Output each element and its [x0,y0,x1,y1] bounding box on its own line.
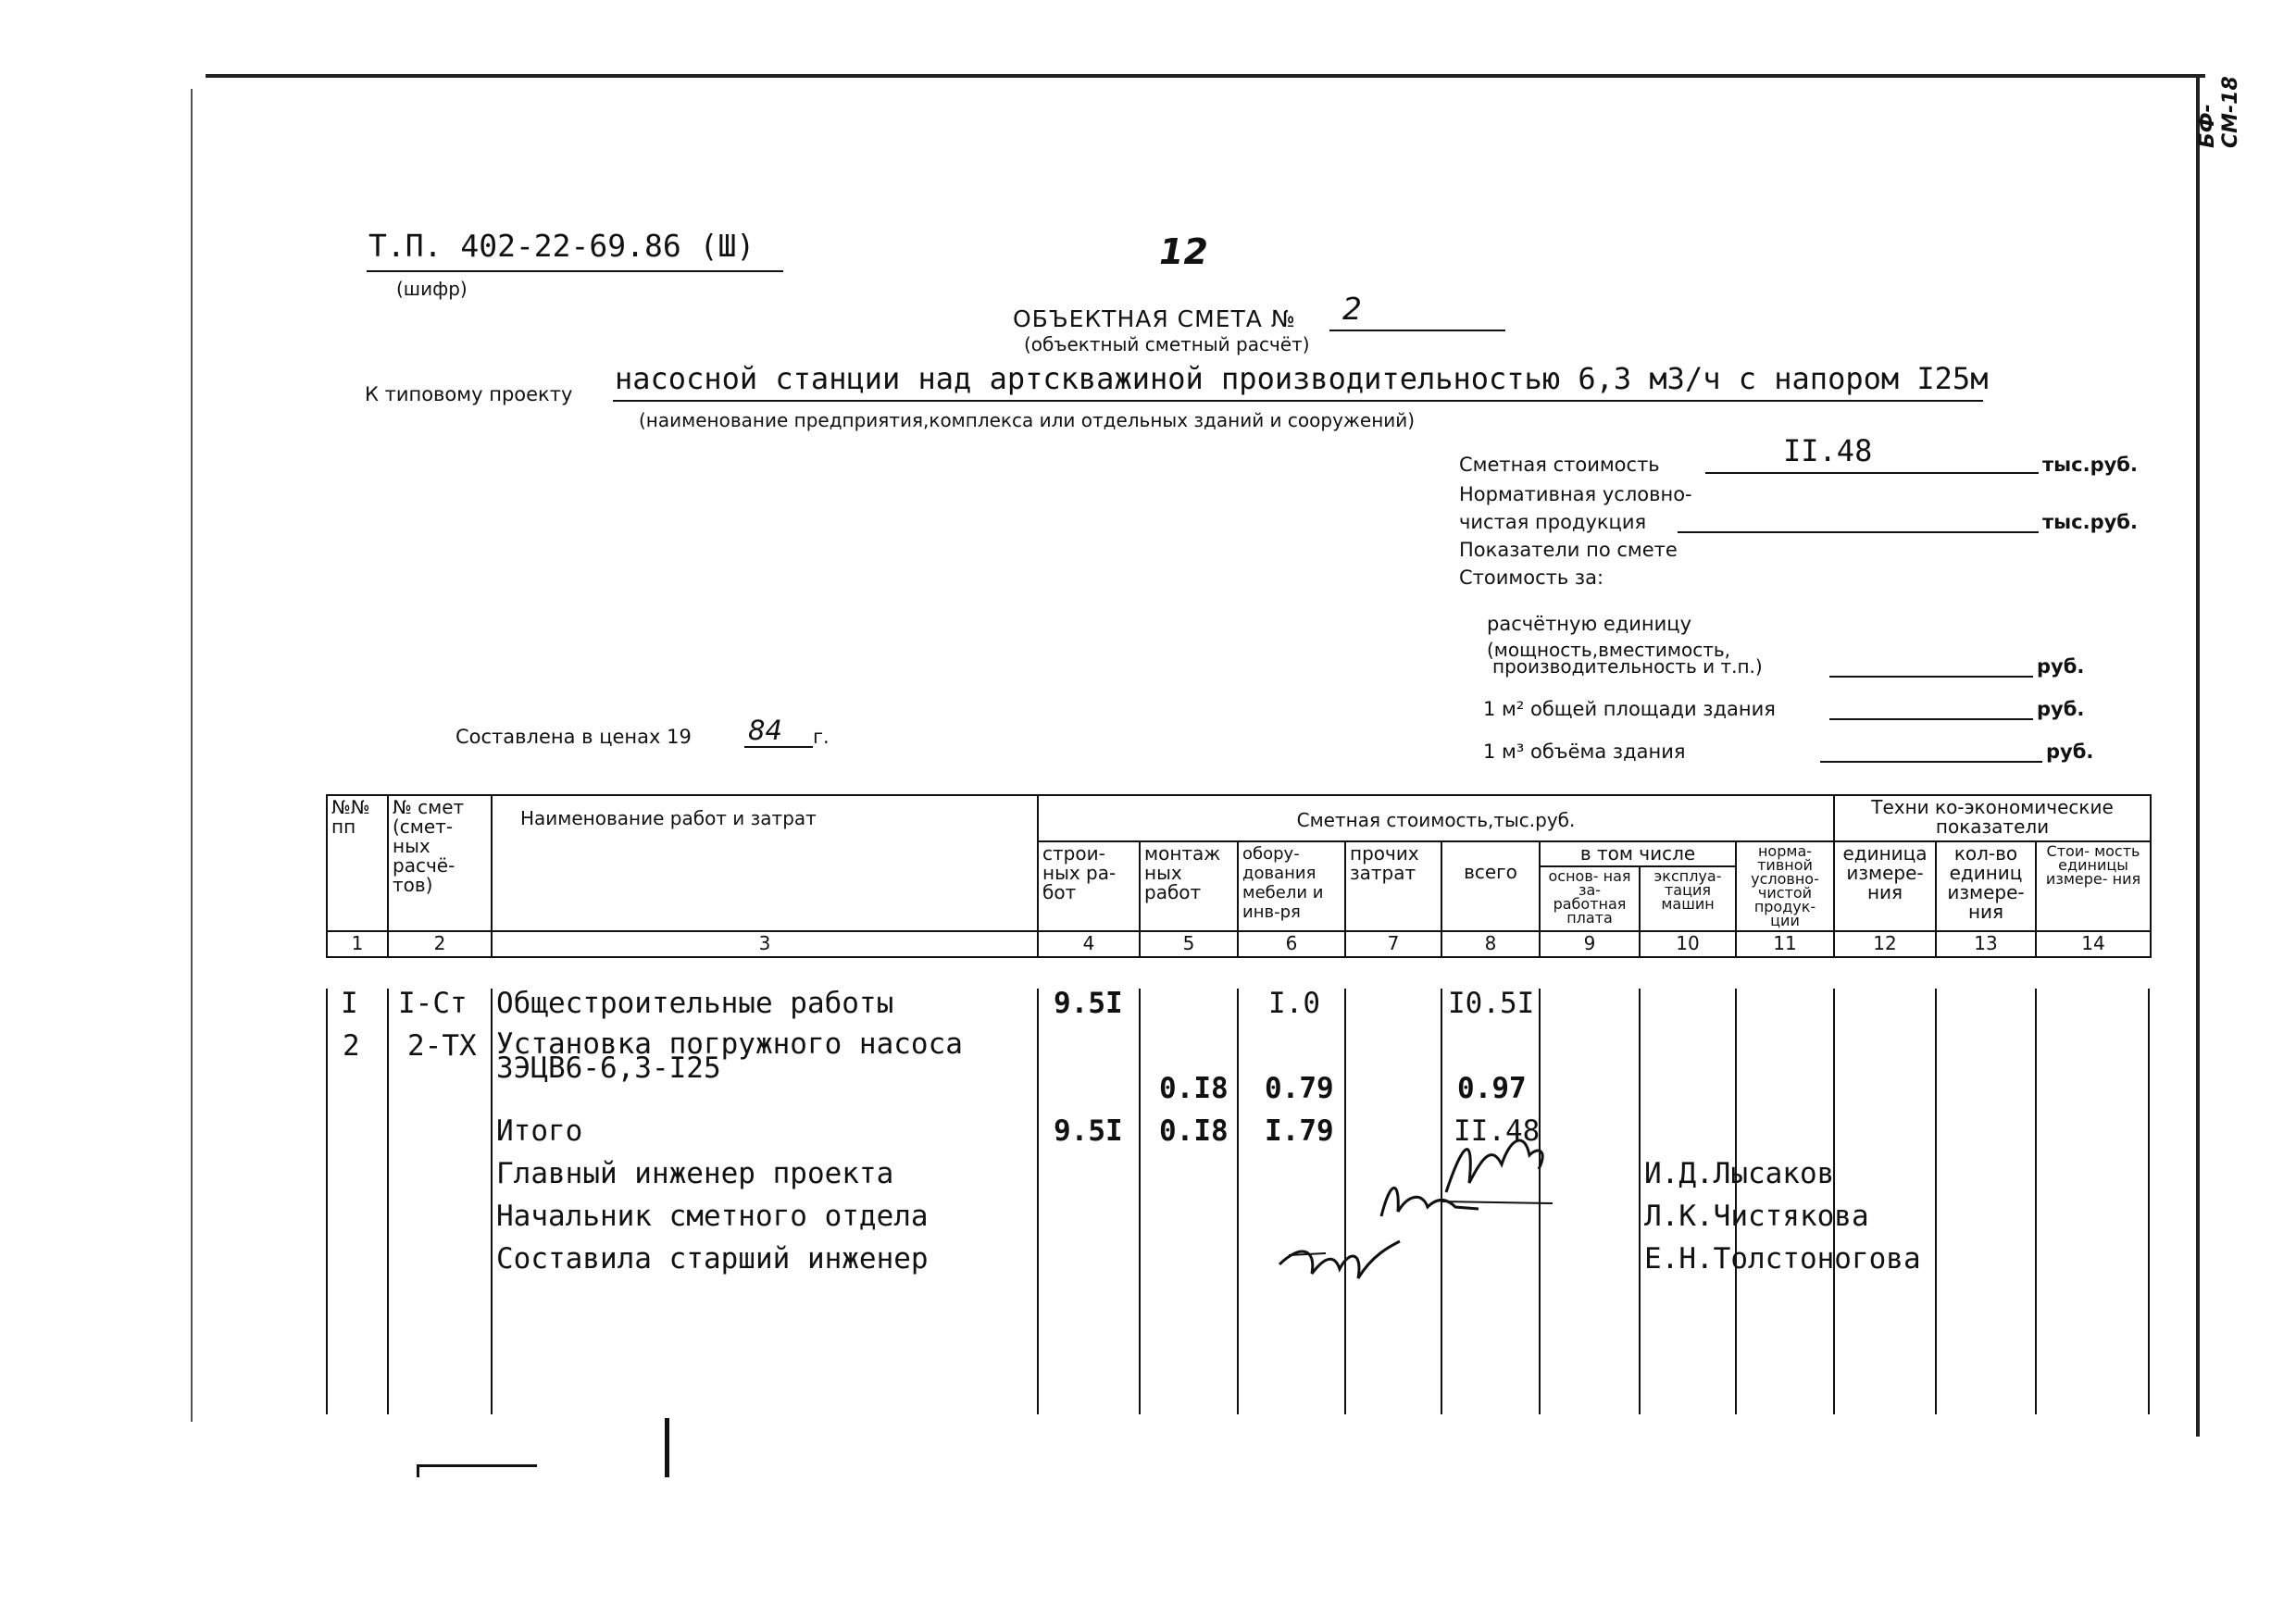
unit-note-2: производительность и т.п.) [1492,655,1763,678]
header-col-3: Наименование работ и затрат [492,795,1038,931]
estimate-table-header [326,794,2152,958]
header-col-2: № смет (смет- ных расчё- тов) [388,795,492,931]
project-name: насосной станции над артскважиной производительностью 6,3 м3/ч с напором I25м [615,361,1989,396]
header-col-4: строи- ных ра- бот [1038,841,1140,931]
unit-underline [1829,676,2033,678]
unit-note-1: (мощность,вместимость, [1487,639,1731,661]
row-2-mount: 0.I8 [1159,1072,1229,1105]
cost-label: Сметная стоимость [1459,454,1660,476]
col-number-9: 9 [1540,931,1640,957]
estimate-number-underline [1329,330,1505,331]
col-number-2: 2 [388,931,492,957]
header-col-7: прочих затрат [1345,841,1441,931]
frame-right-border [2196,76,2200,1437]
col-number-5: 5 [1140,931,1238,957]
document-code-underline [367,270,783,272]
normative-label-2: чистая продукция [1459,511,1647,533]
handwritten-signature-compiler [1270,1227,1409,1292]
col-number-7: 7 [1345,931,1441,957]
side-stamp: БФ-СМ-18 [2196,76,2242,148]
total-row-mount: 0.I8 [1159,1114,1229,1148]
row-2-total: 0.97 [1457,1072,1527,1105]
header-col-12: единица измере- ния [1834,841,1936,931]
col-number-3: 3 [492,931,1038,957]
signature-name-compiler: Е.Н.Толстоногова [1644,1242,1921,1276]
row-2-name: Установка погружного насоса [496,1027,963,1061]
row-1-ref: I-Ст [398,987,468,1020]
document-code: Т.П. 402-22-69.86 (Ш) [368,228,755,264]
indicators-label: Показатели по смете [1459,539,1678,561]
col-number-11: 11 [1736,931,1834,957]
row-1-name: Общестроительные работы [496,987,894,1020]
header-col-10: эксплуа- тация машин [1640,866,1736,931]
prices-suffix: г. [813,726,830,748]
estimate-title-caption: (объектный сметный расчёт) [1024,333,1310,355]
row-2-number: 2 [343,1029,360,1063]
row-2-equip: 0.79 [1265,1072,1334,1105]
bottom-vertical-mark [665,1418,669,1477]
col-number-1: 1 [327,931,388,957]
row-2-ref: 2-ТХ [407,1029,477,1063]
bottom-corner-mark-vertical [417,1464,419,1477]
unit-currency: руб. [2037,655,2085,678]
area-currency: руб. [2037,698,2085,720]
col-number-6: 6 [1238,931,1345,957]
signature-name-estimate-head: Л.К.Чистякова [1644,1200,1869,1233]
total-row-name: Итого [496,1114,583,1148]
row-1-number: I [341,987,358,1020]
cost-for-label: Стоимость за: [1459,566,1604,589]
estimate-number: 2 [1342,291,1362,327]
header-col-11: норма- тивной условно- чистой продук- ции [1736,841,1834,931]
signature-role-compiler: Составила старший инженер [496,1242,929,1276]
header-col-1: №№ пп [327,795,388,931]
normative-label-1: Нормативная условно- [1459,483,1692,505]
normative-unit: тыс.руб. [2042,511,2138,533]
col-number-12: 12 [1834,931,1936,957]
volume-underline [1820,761,2042,763]
project-caption: (наименование предприятия,комплекса или отдельных зданий и сооружений) [639,409,1416,431]
area-underline [1829,718,2033,720]
header-col-5: монтаж ных работ [1140,841,1238,931]
normative-underline [1678,531,2039,533]
volume-label: 1 м³ объёма здания [1483,741,1686,763]
signature-role-chief-engineer: Главный инженер проекта [496,1157,894,1190]
cost-value: II.48 [1783,433,1873,468]
estimate-title: ОБЪЕКТНАЯ СМЕТА № [1013,305,1296,332]
project-prefix: К типовому проекту [365,383,573,405]
col-number-4: 4 [1038,931,1140,957]
handwritten-signature-estimate-head [1372,1170,1483,1235]
volume-currency: руб. [2046,741,2094,763]
header-group-cost: Сметная стоимость,тыс.руб. [1038,795,1834,841]
project-name-underline [613,400,1983,402]
frame-top-border [206,74,2205,78]
col-number-13: 13 [1936,931,2036,957]
estimate-table-body [326,989,2150,1424]
col-number-10: 10 [1640,931,1736,957]
prices-prefix: Составлена в ценах 19 [455,726,692,748]
frame-left-border [191,89,193,1422]
cost-unit: тыс.руб. [2042,454,2138,476]
row-2-name-2: 3ЭЦВ6-6,3-I25 [496,1052,721,1085]
header-col-14: Стои- мость единицы измере- ния [2036,841,2151,931]
row-1-total: I0.5I [1448,987,1535,1020]
document-code-caption: (шифр) [396,278,468,300]
header-col-13: кол-во единиц измере- ния [1936,841,2036,931]
header-col-6: обору- дования мебели и инв-ря [1238,841,1345,931]
signature-role-estimate-head: Начальник сметного отдела [496,1200,929,1233]
total-row-total: II.48 [1454,1114,1541,1148]
header-group-incl: в том числе [1540,841,1736,866]
header-col-9: основ- ная за- работная плата [1540,866,1640,931]
row-1-build: 9.5I [1054,987,1123,1020]
signature-name-chief-engineer: И.Д.Лысаков [1644,1157,1835,1190]
area-label: 1 м² общей площади здания [1483,698,1776,720]
bottom-corner-mark-horizontal [417,1464,537,1467]
page-number: 12 [1159,231,1208,272]
unit-label: расчётную единицу [1487,613,1692,635]
header-group-tech: Техни ко-экономические показатели [1834,795,2151,841]
cost-underline [1705,472,2039,474]
total-row-equip: I.79 [1265,1114,1334,1148]
col-number-14: 14 [2036,931,2151,957]
row-1-equip: I.0 [1268,987,1320,1020]
header-col-8: всего [1441,841,1540,931]
col-number-8: 8 [1441,931,1540,957]
prices-year-underline [744,746,813,748]
prices-year: 84 [748,715,782,746]
total-row-build: 9.5I [1054,1114,1123,1148]
